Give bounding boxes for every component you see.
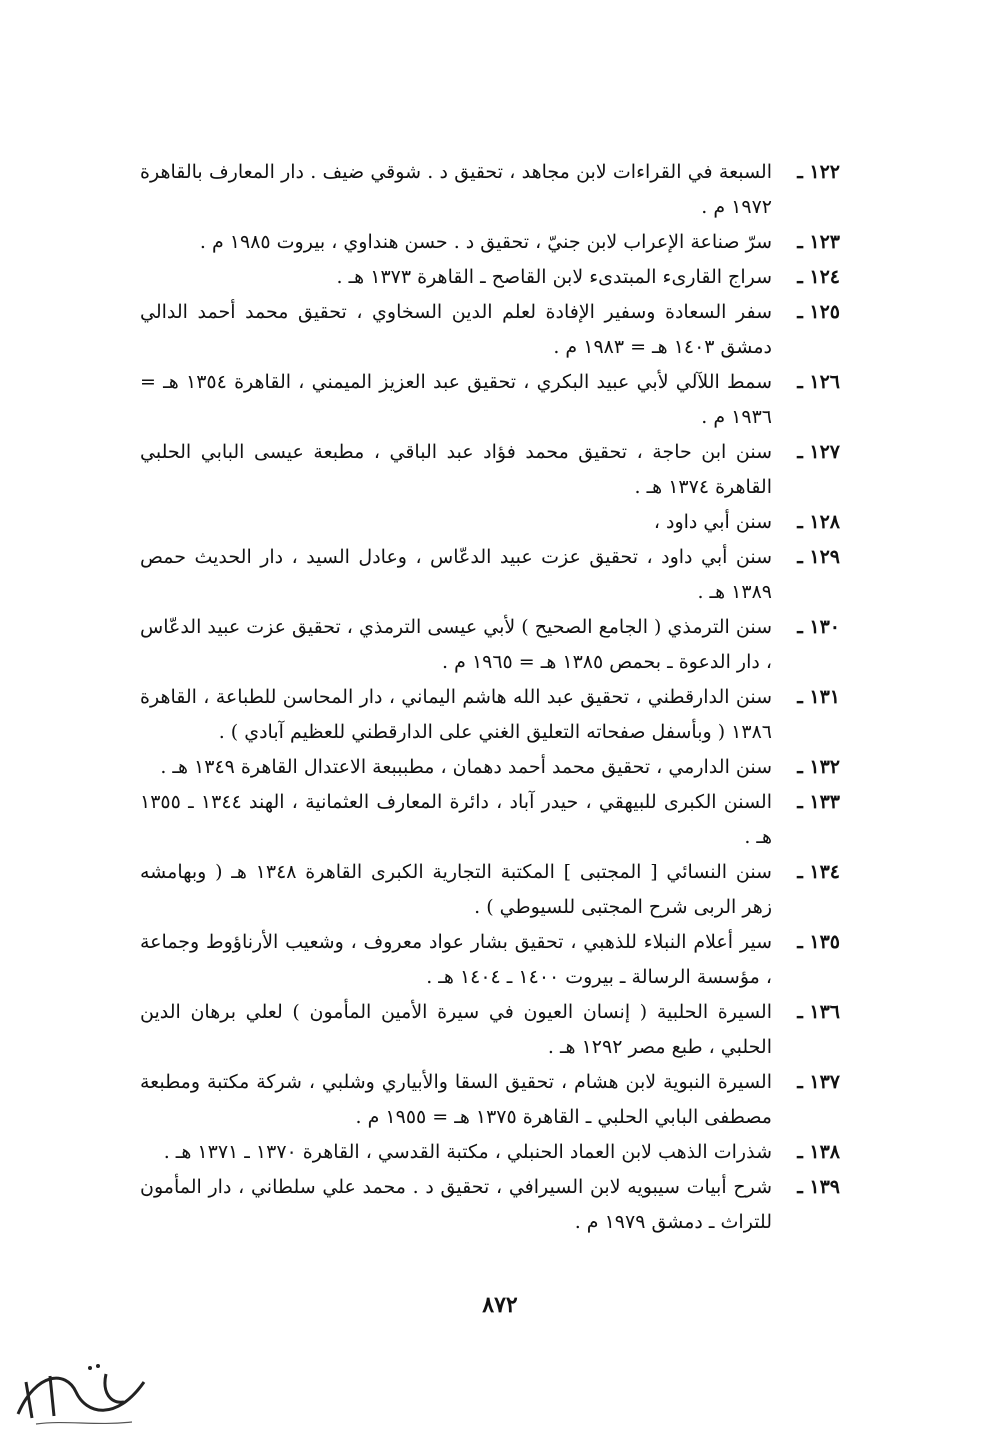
entry-text: سمط اللآلي لأبي عبيد البكري ، تحقيق عبد العزيز الميمني ، القاهرة ١٣٥٤ هـ = ١٩٣٦ م .: [140, 371, 772, 428]
entry-number: ١٣٦ ـ: [797, 1001, 840, 1023]
entry-text: السيرة الحلبية ( إنسان العيون في سيرة الأمين المأمون ) لعلي برهان الدين الحلبي ، طبع مصر ١٢٩٢ هـ .: [140, 1001, 772, 1058]
entry-number: ١٢٦ ـ: [797, 371, 840, 393]
entry-text: سنن أبي داود ، تحقيق عزت عبيد الدعّاس ، وعادل السيد ، دار الحديث حمص ١٣٨٩ هـ .: [140, 546, 772, 603]
entry-number: ١٣١ ـ: [797, 686, 840, 708]
entry-number: ١٢٧ ـ: [797, 441, 840, 463]
list-item: [140, 1135, 840, 1170]
list-item: [140, 785, 840, 855]
entry-text: سرّ صناعة الإعراب لابن جنيّ ، تحقيق د . حسن هنداوي ، بيروت ١٩٨٥ م .: [199, 231, 772, 253]
list-item: [140, 225, 840, 260]
list-item: [140, 1170, 840, 1240]
entry-number: ١٣٣ ـ: [797, 791, 840, 813]
entry-number: ١٣٥ ـ: [797, 931, 840, 953]
list-item: [140, 155, 840, 225]
entry-text: سنن ابن حاجة ، تحقيق محمد فؤاد عبد الباقي ، مطبعة عيسى البابي الحلبي القاهرة ١٣٧٤ هـ .: [140, 441, 772, 498]
entry-number: ١٢٢ ـ: [797, 161, 840, 183]
list-item: [140, 855, 840, 925]
entry-text: سراج القارىء المبتدىء لابن القاصح ـ القاهرة ١٣٧٣ هـ .: [336, 266, 772, 288]
entry-text: شرح أبيات سيبويه لابن السيرافي ، تحقيق د . محمد علي سلطاني ، دار المأمون للتراث ـ دمشق ١٩٧٩ م .: [140, 1176, 772, 1233]
entry-number: ١٣٩ ـ: [797, 1176, 840, 1198]
entry-number: ١٣٠ ـ: [797, 616, 840, 638]
entry-number: ١٢٥ ـ: [797, 301, 840, 323]
entry-text: سفر السعادة وسفير الإفادة لعلم الدين السخاوي ، تحقيق محمد أحمد الدالي دمشق ١٤٠٣ هـ = ١٩٨٣ م .: [140, 301, 772, 358]
list-item: [140, 260, 840, 295]
entry-number: ١٣٧ ـ: [797, 1071, 840, 1093]
list-item: [140, 680, 840, 750]
entry-number: ١٣٢ ـ: [797, 756, 840, 778]
list-item: [140, 295, 840, 365]
entry-number: ١٢٣ ـ: [797, 231, 840, 253]
entry-text: سنن النسائي [ المجتبى ] المكتبة التجارية الكبرى القاهرة ١٣٤٨ هـ ( وبهامشه زهر الربى شرح المجتبى للسيوطي ) .: [140, 861, 772, 918]
list-item: [140, 1065, 840, 1135]
list-item: [140, 540, 840, 610]
entry-text: سنن الترمذي ( الجامع الصحيح ) لأبي عيسى الترمذي ، تحقيق عزت عبيد الدعّاس ، دار الدعوة ـ بحمص ١٣٨٥ هـ = ١٩٦٥ م .: [140, 616, 772, 673]
entry-text: شذرات الذهب لابن العماد الحنبلي ، مكتبة القدسي ، القاهرة ١٣٧٠ ـ ١٣٧١ هـ .: [163, 1141, 772, 1163]
entry-number: ١٣٤ ـ: [797, 861, 840, 883]
bibliography-list: [140, 155, 840, 1240]
entry-text: سنن أبي داود ،: [653, 511, 772, 533]
list-item: [140, 435, 840, 505]
entry-number: ١٢٩ ـ: [797, 546, 840, 568]
entry-number: ١٢٨ ـ: [797, 511, 840, 533]
list-item: [140, 505, 840, 540]
list-item: [140, 610, 840, 680]
list-item: [140, 995, 840, 1065]
entry-text: السيرة النبوية لابن هشام ، تحقيق السقا والأبياري وشلبي ، شركة مكتبة ومطبعة مصطفى البابي الحلبي ـ القاهرة ١٣٧٥ هـ = ١٩٥٥ م .: [140, 1071, 772, 1128]
entry-number: ١٣٨ ـ: [797, 1141, 840, 1163]
entry-text: سنن الدارمي ، تحقيق محمد أحمد دهمان ، مطبببعة الاعتدال القاهرة ١٣٤٩ هـ .: [160, 756, 772, 778]
entry-text: السبعة في القراءات لابن مجاهد ، تحقيق د . شوقي ضيف . دار المعارف بالقاهرة ١٩٧٢ م .: [140, 161, 772, 218]
entry-text: سير أعلام النبلاء للذهبي ، تحقيق بشار عواد معروف ، وشعيب الأرناؤوط وجماعة ، مؤسسة الرسالة ـ بيروت ١٤٠٠ ـ ١٤٠٤ هـ .: [140, 931, 772, 988]
calligraphy-stamp-logo: [6, 1352, 156, 1432]
entry-text: السنن الكبرى للبيهقي ، حيدر آباد ، دائرة المعارف العثمانية ، الهند ١٣٤٤ ـ ١٣٥٥ هـ .: [140, 791, 772, 848]
entry-number: ١٢٤ ـ: [797, 266, 840, 288]
list-item: [140, 750, 840, 785]
list-item: [140, 365, 840, 435]
list-item: [140, 925, 840, 995]
page-number: ٨٧٢: [482, 1292, 518, 1318]
entry-text: سنن الدارقطني ، تحقيق عبد الله هاشم اليماني ، دار المحاسن للطباعة ، القاهرة ١٣٨٦ ( وبأسفل صفحاته التعليق الغني على الدارقطني للعظيم آبادي ) .: [140, 686, 772, 743]
